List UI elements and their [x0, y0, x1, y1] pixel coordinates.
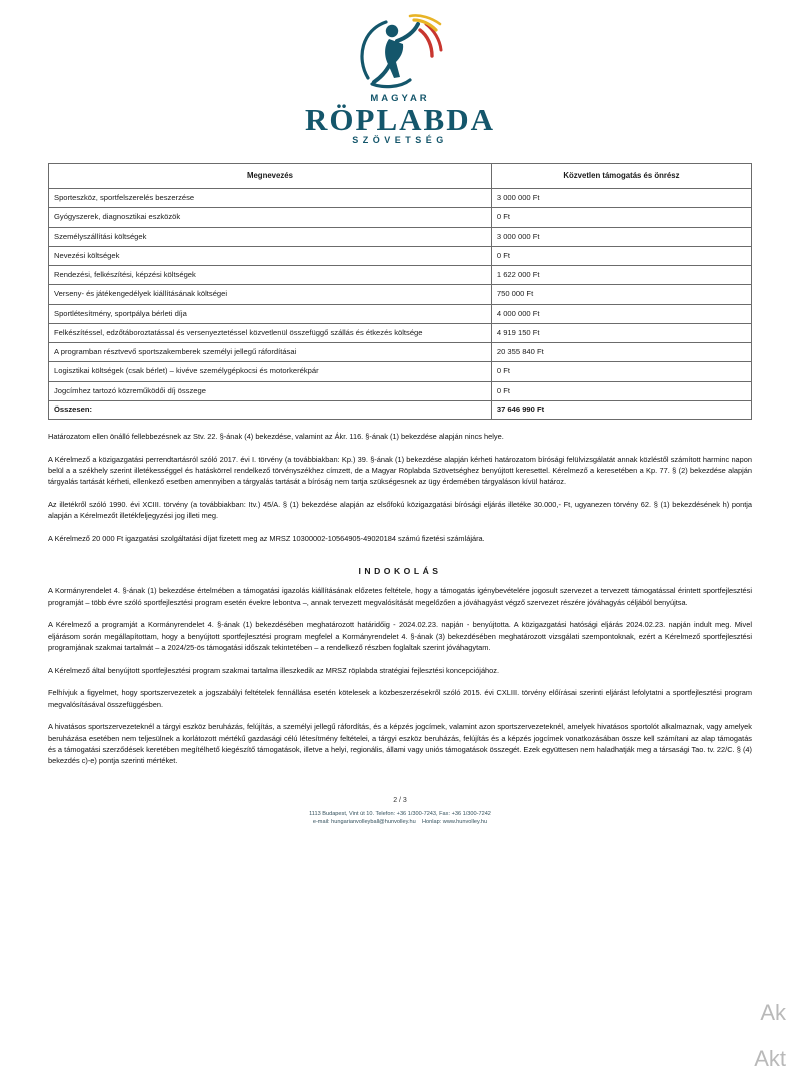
- section-heading-indoklas: INDOKOLÁS: [358, 566, 442, 577]
- column-header-name: Megnevezés: [49, 164, 492, 189]
- row-label: Jogcímhez tartozó közreműködői díj összege: [49, 381, 492, 400]
- row-label: Sportlétesítmény, sportpálya bérleti díja: [49, 304, 492, 323]
- overlay-text-line-2: Akt: [754, 1046, 786, 1071]
- paragraph-strategy-alignment: A Kérelmező által benyújtott sportfejlesztési program szakmai tartalma illeszkedik az MRSZ röplabda stratégiai fejlesztési koncepciójához.: [48, 665, 500, 675]
- row-value: 4 919 150 Ft: [491, 323, 751, 342]
- paragraph-appeal-notice: Határozatom ellen önálló fellebbezésnek az Stv. 22. §-ának (4) bekezdése, valamint az Ákr. 116. §-ának (1) bekezdése alapján nincs helye.: [48, 432, 504, 442]
- overlay-text-line-1: Ak: [760, 1000, 786, 1025]
- document-footer: [48, 810, 752, 827]
- page-number: 2 / 3: [393, 796, 407, 804]
- row-label: Nevezési költségek: [49, 246, 492, 265]
- paragraph-regulation-condition: A Kormányrendelet 4. §-ának (1) bekezdése értelmében a támogatási igazolás kiállításának előzetes feltétele, hogy a támogatás igénybevételére jogosult szervezet a tervezett támogatással érintett sportfejlesztési programját – több évre szóló sportfejlesztési program esetén évekre lebontva –, annak tervezett megvalósítását megelőzően a jóváhagyást végző szervezet részére jóváhagyás céljából benyújtsa.: [48, 586, 752, 607]
- paragraph-submission-deadline: A Kérelmező a programját a Kormányrendelet 4. §-ának (1) bekezdésében meghatározott határidőig - 2024.02.23. napján - benyújtotta. A közigazgatási hatósági eljárás 2024.02.23. napján indult meg. Mivel eljárásom során megállapítottam, hogy a benyújtott sportfejlesztési program megfelel a Kormányrendelet 4. §-ának (3) bekezdésében meghatározott vizsgálati szempontoknak, ezért a Kérelmező sportfejlesztési programjának szakmai tartalmát – a 2024/25-ös támogatási időszak tekintetében – a rendelkező részben foglaltak szerint jóváhagytam.: [48, 620, 752, 653]
- row-label: Rendezési, felkészítési, képzési költségek: [49, 266, 492, 285]
- paragraph-duty-fee: Az illetékről szóló 1990. évi XCIII. törvény (a továbbiakban: Itv.) 45/A. § (1) bekezdése alapján az elsőfokú közigazgatási bírósági eljárás illetéke 30.000,- Ft, ugyanezen törvény 62. § (1) bekezdésének h) pontja alapján a Kérelmezőt illetékfeljegyzési jog illeti meg.: [48, 499, 752, 521]
- row-label: Gyógyszerek, diagnosztikai eszközök: [49, 208, 492, 227]
- footer-address-line: 1113 Budapest, Vint út 10. Telefon: +36 1/300-7243, Fax: +36 1/300-7242: [309, 810, 491, 817]
- table-row: [49, 304, 752, 323]
- row-label: Logisztikai költségek (csak bérlet) – kivéve személygépkocsi és motorkerékpár: [49, 362, 492, 381]
- row-value: 0 Ft: [491, 381, 751, 400]
- logo-bottom-word: SZÖVETSÉG: [352, 135, 448, 146]
- row-label: A programban résztvevő sportszakemberek személyi jellegű ráfordításai: [49, 343, 492, 362]
- footer-website[interactable]: Honlap: www.hunvolley.hu: [421, 819, 488, 826]
- volleyball-player-logo-icon: [348, 14, 452, 92]
- support-budget-table: [48, 163, 752, 420]
- row-label: Sporteszköz, sportfelszerelés beszerzése: [49, 189, 492, 208]
- row-value: 0 Ft: [491, 246, 751, 265]
- row-value: 1 622 000 Ft: [491, 266, 751, 285]
- table-row: [49, 266, 752, 285]
- paragraph-professional-clubs: A hivatásos sportszervezeteknél a tárgyi eszköz beruházás, felújítás, a személyi jellegű ráfordítás, és a képzés jogcímek, valamint azon sportszervezeteknél, amelyek hivatásos sportolót alkalmaznak, vagy amelyek beruházása esetében nem teljesülnek a korlátozott mértékű gazdasági célú létesítmény feltételei, a tárgyi eszköz beruházás, felújítás és a képzés jogcímek vonatkozásában össze kell számítani az alap támogatás és a támogatási szerződések keretében megítélhető kiegészítő támogatások, illetve a helyi, regionális, állami vagy uniós támogatások összegét. Ezek együttesen nem haladhatják meg a társasági Tao. tv. 22/C. § (4) bekezdés c)-e) pontja szerinti mértéket.: [48, 722, 752, 766]
- table-row: [49, 285, 752, 304]
- row-label: Személyszállítási költségek: [49, 227, 492, 246]
- row-label: Felkészítéssel, edzőtáboroztatással és versenyeztetéssel közvetlenül összefüggő szállás és étkezés költsége: [49, 323, 492, 342]
- table-header-row: [49, 164, 752, 189]
- footer-email[interactable]: e-mail: hungarianvolleyball@hunvolley.hu: [312, 819, 416, 826]
- row-value: 3 000 000 Ft: [491, 189, 751, 208]
- table-row: [49, 323, 752, 342]
- table-row: [49, 343, 752, 362]
- row-value: 750 000 Ft: [491, 285, 751, 304]
- row-value: 3 000 000 Ft: [491, 227, 751, 246]
- table-row: [49, 381, 752, 400]
- total-value: 37 646 990 Ft: [491, 400, 751, 419]
- paragraph-public-procurement: Felhívjuk a figyelmet, hogy sportszervezetek a jogszabályi feltételek fennállása esetén kötelesek a közbeszerzésekről szóló 2015. évi CXLIII. törvény előírásai szerinti eljárást lefolytatni a sportfejlesztési program megvalósításával összefüggésben.: [48, 688, 752, 709]
- column-header-value: Közvetlen támogatás és önrész: [491, 164, 751, 189]
- table-row: [49, 208, 752, 227]
- table-total-row: [49, 400, 752, 419]
- table-row: [49, 189, 752, 208]
- row-value: 0 Ft: [491, 362, 751, 381]
- row-value: 0 Ft: [491, 208, 751, 227]
- logo-main-word: RÖPLABDA: [305, 101, 495, 137]
- organization-logo: [48, 0, 752, 145]
- row-label: Verseny- és játékengedélyek kiállításának költségei: [49, 285, 492, 304]
- table-body: [49, 189, 752, 420]
- paragraph-service-fee: A Kérelmező 20 000 Ft igazgatási szolgáltatási díjat fizetett meg az MRSZ 10300002-10564905-49020184 számú fizetési számlájára.: [48, 533, 485, 543]
- table-row: [49, 362, 752, 381]
- total-label: Összesen:: [49, 400, 492, 419]
- row-value: 20 355 840 Ft: [491, 343, 751, 362]
- table-row: [49, 246, 752, 265]
- logo-top-word: MAGYAR: [370, 93, 430, 104]
- table-row: [49, 227, 752, 246]
- row-value: 4 000 000 Ft: [491, 304, 751, 323]
- paragraph-judicial-review: A Kérelmező a közigazgatási perrendtartásról szóló 2017. évi I. törvény (a továbbiakban: Kp.) 39. §-ának (1) bekezdése alapján kérheti határozatom bírósági felülvizsgálatát annak közléstől számított harminc napon belül a a székhely szerint illetékességgel és hatáskörrel rendelkező törvényszékhez címzett, de a Magyar Röplabda Szövetséghez benyújtott keresettel. Kérelmező a keresetében a Kp. 77. § (2) bekezdése alapján tárgyalás tartását kérheti, ellenkező esetben amennyiben a tárgyalás tartását a bíróság nem tartja szükségesnek az ügy érdemében tárgyaláson kívül határoz.: [48, 454, 752, 487]
